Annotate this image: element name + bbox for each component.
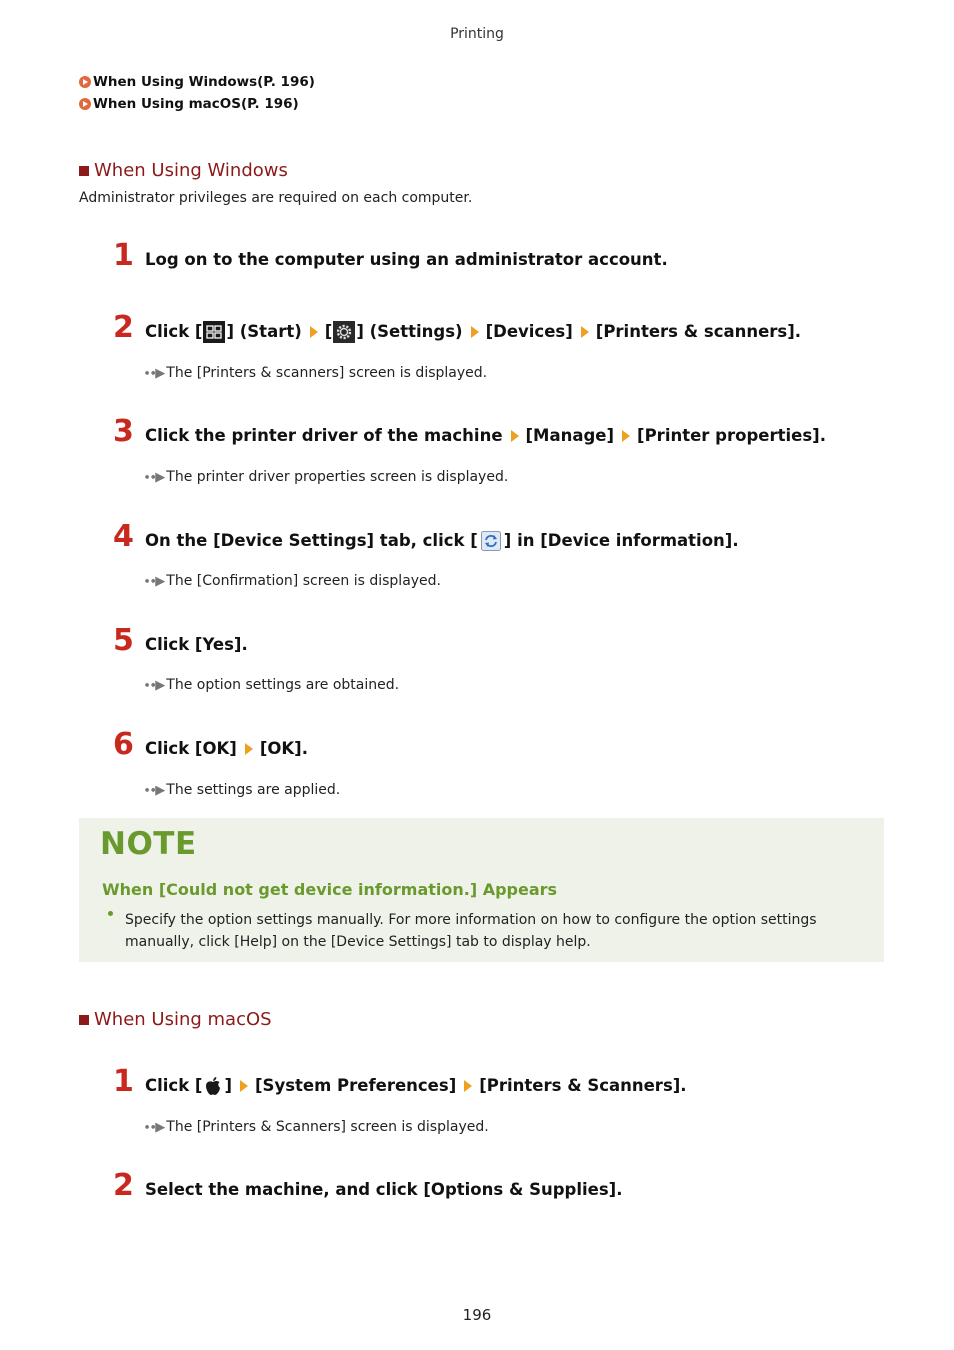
step-result: ∙∙▶ The [Printers & Scanners] screen is displayed. xyxy=(143,1119,489,1135)
running-header: Printing xyxy=(450,26,504,42)
arrow-icon xyxy=(245,743,253,755)
arrow-icon xyxy=(310,326,318,338)
step-text: On the [Device Settings] tab, click [ ] in [Device information]. xyxy=(145,531,739,550)
note-subtitle: When [Could not get device information.] Appears xyxy=(102,880,558,899)
step-result: ∙∙▶ The option settings are obtained. xyxy=(143,677,400,693)
step-result: ∙∙▶ The [Printers & scanners] screen is displayed. xyxy=(143,365,488,381)
step-text: Click [Yes]. xyxy=(145,635,248,654)
step-result: ∙∙▶ The settings are applied. xyxy=(143,782,341,798)
arrow-icon xyxy=(581,326,589,338)
link-label: When Using Windows(P. 196) xyxy=(93,74,315,90)
step-text: Select the machine, and click [Options & Supplies]. xyxy=(145,1180,623,1199)
apple-icon xyxy=(204,1076,222,1096)
section-title-macos: When Using macOS xyxy=(79,1009,272,1030)
step-number: 1 xyxy=(113,1064,134,1099)
step-text: Click [OK] [OK]. xyxy=(145,739,308,758)
windows-start-icon xyxy=(203,321,225,343)
mac-step-1 xyxy=(113,1064,687,1099)
step-text: Click the printer driver of the machine [Manage] [Printer properties]. xyxy=(145,426,826,445)
step-number: 4 xyxy=(113,519,134,554)
result-arrow-icon: ∙∙▶ xyxy=(143,1119,164,1135)
step-result: ∙∙▶ The [Confirmation] screen is displayed. xyxy=(143,573,442,589)
link-arrow-icon xyxy=(79,76,91,88)
link-arrow-icon xyxy=(79,98,91,110)
settings-gear-icon xyxy=(333,321,355,343)
arrow-icon xyxy=(464,1080,472,1092)
result-arrow-icon: ∙∙▶ xyxy=(143,469,164,485)
section-links xyxy=(79,71,315,115)
square-bullet-icon xyxy=(79,1015,89,1025)
step-4 xyxy=(113,519,739,554)
step-number: 1 xyxy=(113,238,134,273)
step-3 xyxy=(113,414,826,449)
step-text: Log on to the computer using an administrator account. xyxy=(145,250,668,269)
step-number: 3 xyxy=(113,414,134,449)
step-5 xyxy=(113,623,248,658)
step-1 xyxy=(113,238,668,273)
mac-step-2 xyxy=(113,1168,623,1203)
result-arrow-icon: ∙∙▶ xyxy=(143,677,164,693)
step-number: 6 xyxy=(113,727,134,762)
arrow-icon xyxy=(471,326,479,338)
link-windows[interactable] xyxy=(79,71,315,93)
step-6 xyxy=(113,727,308,762)
arrow-icon xyxy=(240,1080,248,1092)
section-title-windows: When Using Windows xyxy=(79,160,288,181)
result-arrow-icon: ∙∙▶ xyxy=(143,782,164,798)
note-title: NOTE xyxy=(100,826,197,862)
square-bullet-icon xyxy=(79,166,89,176)
step-text: Click [ ] [System Preferences] [Printers & Scanners]. xyxy=(145,1076,687,1095)
page-number: 196 xyxy=(462,1306,492,1324)
step-2 xyxy=(113,310,802,345)
step-number: 2 xyxy=(113,310,134,345)
step-number: 5 xyxy=(113,623,134,658)
arrow-icon xyxy=(622,430,630,442)
link-label: When Using macOS(P. 196) xyxy=(93,96,299,112)
step-number: 2 xyxy=(113,1168,134,1203)
intro-text: Administrator privileges are required on each computer. xyxy=(79,190,473,206)
result-arrow-icon: ∙∙▶ xyxy=(143,365,164,381)
note-box xyxy=(79,818,884,962)
step-text: Click [ ] (Start) [ ] (Settings) [Devices] [Printers & scanners]. xyxy=(145,322,802,341)
link-macos[interactable] xyxy=(79,93,315,115)
step-result: ∙∙▶ The printer driver properties screen is displayed. xyxy=(143,469,509,485)
arrow-icon xyxy=(511,430,519,442)
note-body: Specify the option settings manually. For more information on how to configure the option settings manually, click [Help] on the [Device Settings] tab to display help. xyxy=(125,912,817,950)
bullet-icon xyxy=(108,911,113,916)
result-arrow-icon: ∙∙▶ xyxy=(143,573,164,589)
refresh-icon xyxy=(481,531,501,551)
